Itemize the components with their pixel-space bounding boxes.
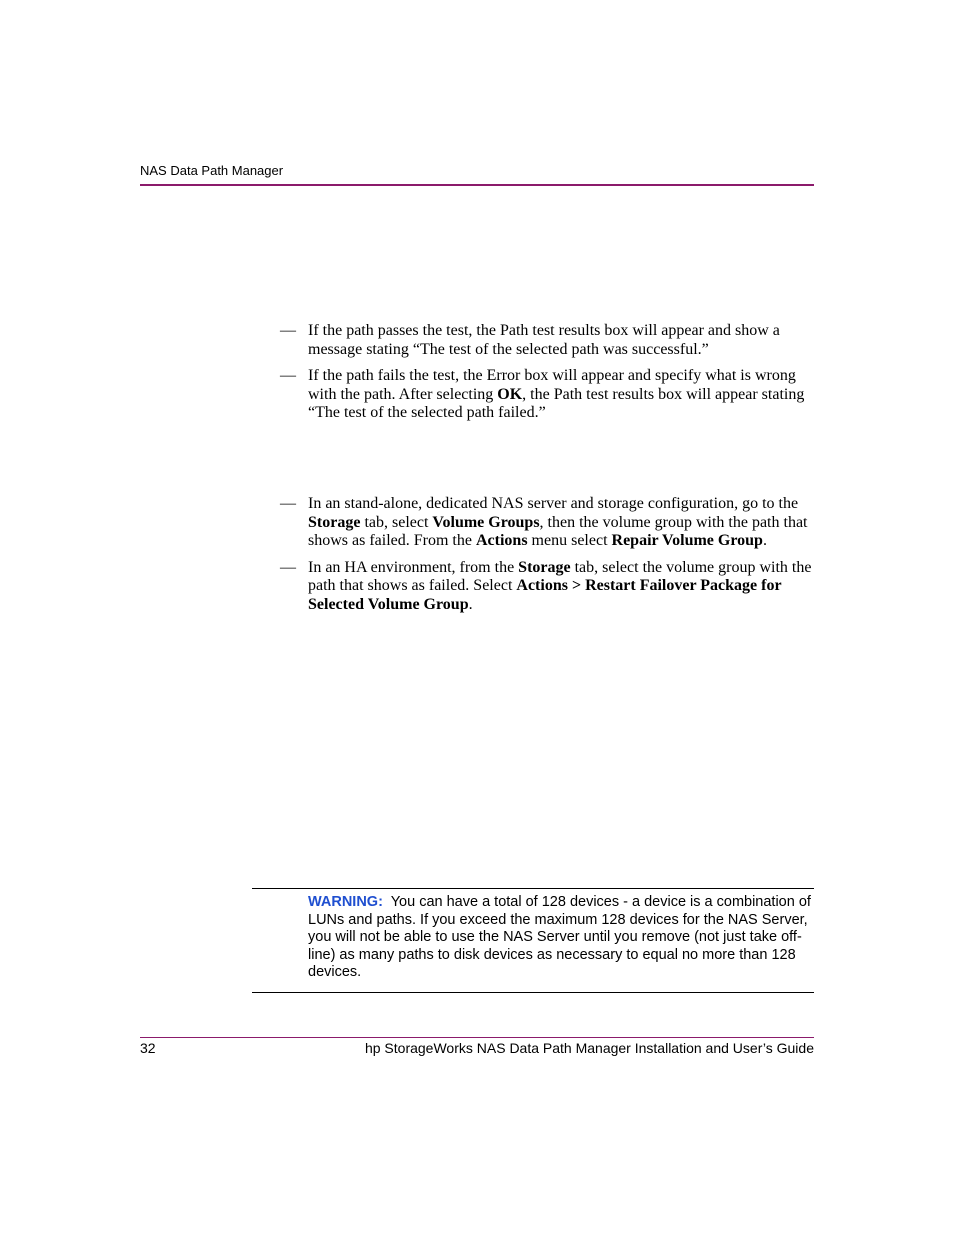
list-item-text: . xyxy=(468,595,473,613)
list-item xyxy=(280,559,814,615)
list-item-text: In an stand-alone, dedicated NAS server and storage configuration, go to the xyxy=(308,495,799,512)
list-item-text: If the path passes the test, the Path test results box will appear and show a message stating “The test of the selected path was successful.” xyxy=(308,322,780,358)
repair-instructions-list xyxy=(280,495,814,622)
warning-top-rule xyxy=(252,888,814,889)
warning-bottom-rule xyxy=(252,992,814,993)
bold-term: Storage xyxy=(518,558,571,576)
list-item-text: . xyxy=(762,532,767,549)
warning-text: You can have a total of 128 devices - a device is a combination of LUNs and paths. If you exceed the maximum 128 devices for the NAS Server, you will not be able to use the NAS Server until you remove (not just take off-line) as many paths to disk devices as necessary to equal no more than 128 devices. xyxy=(308,894,811,980)
list-item xyxy=(280,322,814,359)
bold-term: Volume Groups xyxy=(432,513,540,531)
header-rule xyxy=(140,184,814,186)
list-item-text: In an HA environment, from the xyxy=(308,558,519,576)
page-number: 32 xyxy=(140,1040,156,1056)
bold-term: Repair Volume Group xyxy=(611,532,763,549)
list-item-text: , the Path test results box will appear stating “The test of the selected path failed.” xyxy=(308,385,805,421)
list-item-text: , then the volume group with the path that shows as failed. From the xyxy=(308,513,808,549)
running-header: NAS Data Path Manager xyxy=(140,163,284,178)
dash-bullet: — xyxy=(280,495,296,512)
dash-bullet: — xyxy=(280,367,296,384)
bold-term: OK xyxy=(497,385,523,403)
warning-note xyxy=(308,894,814,982)
footer-title: hp StorageWorks NAS Data Path Manager Installation and User’s Guide xyxy=(364,1040,814,1056)
dash-bullet: — xyxy=(280,558,296,576)
footer-rule xyxy=(140,1037,814,1038)
warning-label: WARNING: xyxy=(308,894,383,910)
list-item-text: If the path fails the test, the Error box will appear and specify what is wrong with the path. After selecting xyxy=(308,367,796,403)
bold-term: Actions > Restart Failover Package for Selected Volume Group xyxy=(308,577,782,613)
bold-term: Actions xyxy=(475,532,528,549)
list-item-text: menu select xyxy=(527,532,612,549)
list-item-text: tab, select the volume group with the path that shows as failed. Select xyxy=(308,558,812,594)
dash-bullet: — xyxy=(280,322,296,339)
list-item xyxy=(280,495,814,551)
bold-term: Storage xyxy=(308,513,361,531)
list-item xyxy=(280,367,814,423)
test-result-list xyxy=(280,322,814,431)
list-item-text: tab, select xyxy=(360,513,433,531)
